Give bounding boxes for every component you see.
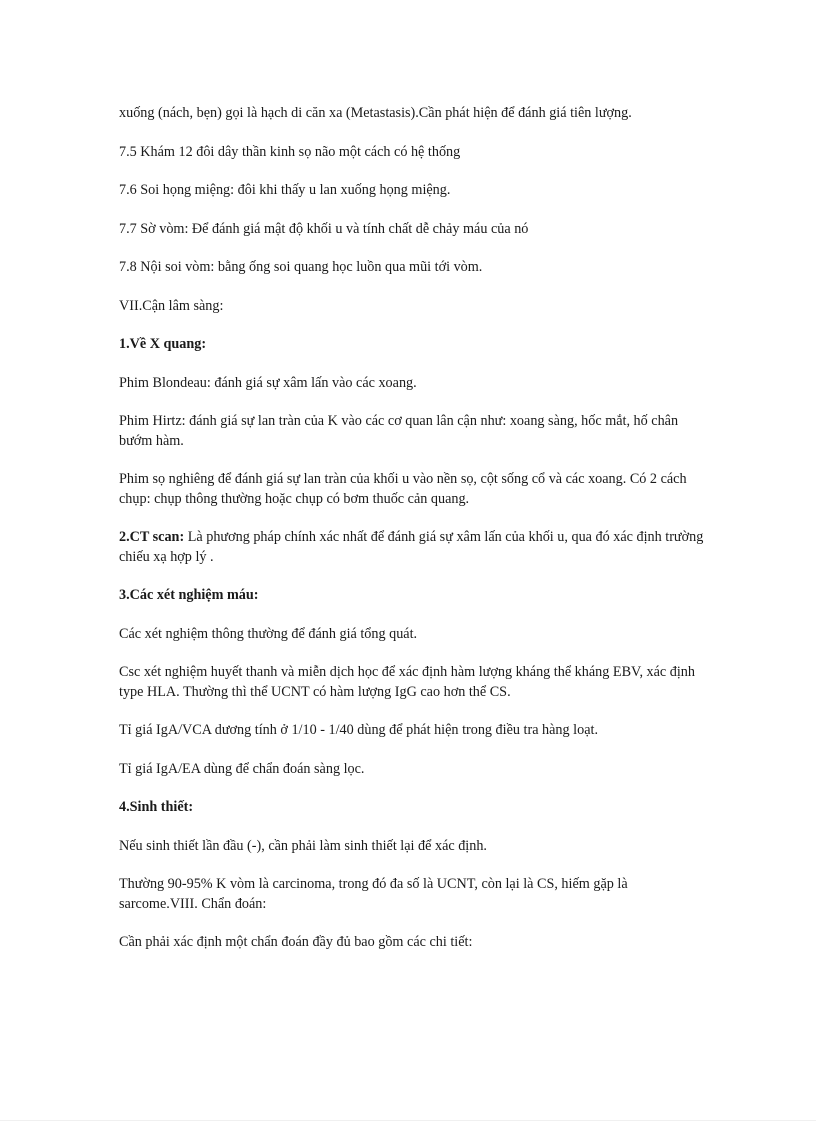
paragraph-text: 7.7 Sờ vòm: Để đánh giá mật độ khối u và tính chất dễ chảy máu của nó [119, 220, 529, 237]
paragraph-text: Là phương pháp chính xác nhất để đánh giá sự xâm lấn của khối u, qua đó xác định trường chiếu xạ hợp lý . [119, 529, 704, 565]
paragraph-lateral-skull-film [119, 470, 704, 509]
paragraph-iga-vca [119, 721, 704, 741]
paragraph-nasopharynx-palpation [119, 220, 704, 240]
paragraph-endoscopy [119, 258, 704, 278]
page-bottom-edge [0, 1120, 816, 1121]
paragraph-lymph-node-metastasis [119, 104, 704, 124]
paragraph-text: Tỉ giá IgA/EA dùng để chẩn đoán sàng lọc. [119, 760, 365, 777]
paragraph-text: 7.6 Soi họng miệng: đôi khi thấy u lan xuống họng miệng. [119, 182, 451, 198]
section-heading-paraclinical [119, 297, 704, 317]
subheading-text: 3.Các xét nghiệm máu: [119, 587, 259, 603]
paragraph-text: Các xét nghiệm thông thường để đánh giá tổng quát. [119, 625, 418, 642]
paragraph-text: Tỉ giá IgA/VCA dương tính ở 1/10 - 1/40 dùng để phát hiện trong điều tra hàng loạt. [119, 722, 598, 738]
paragraph-repeat-biopsy [119, 837, 704, 857]
paragraph-text: 7.8 Nội soi vòm: bằng ống soi quang học luồn qua mũi tới vòm. [119, 259, 483, 275]
paragraph-diagnosis-details [119, 933, 704, 953]
paragraph-text: Thường 90-95% K vòm là carcinoma, trong đó đa số là UCNT, còn lại là CS, hiếm gặp là sarcome.VIII. Chẩn đoán: [119, 876, 628, 912]
paragraph-serology-tests [119, 663, 704, 702]
subheading-blood-tests [119, 586, 704, 606]
paragraph-text: xuống (nách, bẹn) gọi là hạch di căn xa (Metastasis).Cần phát hiện để đánh giá tiên lượng. [119, 105, 632, 121]
subheading-xray [119, 335, 704, 355]
paragraph-text: Phim Blondeau: đánh giá sự xâm lấn vào các xoang. [119, 374, 417, 391]
paragraph-carcinoma-types [119, 875, 704, 914]
paragraph-routine-tests [119, 625, 704, 645]
paragraph-text: Nếu sinh thiết lần đầu (-), cần phải làm sinh thiết lại để xác định. [119, 837, 487, 854]
subheading-text: 2.CT scan: [119, 529, 185, 545]
paragraph-oropharynx-exam [119, 181, 704, 201]
paragraph-blondeau-film [119, 374, 704, 394]
subheading-text: 4.Sinh thiết: [119, 799, 194, 815]
paragraph-text: 7.5 Khám 12 đôi dây thần kinh sọ não một cách có hệ thống [119, 143, 461, 160]
paragraph-cranial-nerve-exam [119, 143, 704, 163]
paragraph-text: Cần phải xác định một chẩn đoán đầy đủ bao gồm các chi tiết: [119, 934, 473, 950]
paragraph-hirtz-film [119, 412, 704, 451]
subheading-biopsy [119, 798, 704, 818]
subheading-text: 1.Về X quang: [119, 336, 207, 352]
paragraph-text: Phim Hirtz: đánh giá sự lan tràn của K vào các cơ quan lân cận như: xoang sàng, hốc mắt, hố chân bướm hàm. [119, 413, 679, 449]
paragraph-ct-scan [119, 528, 704, 567]
paragraph-text: VII.Cận lâm sàng: [119, 297, 224, 314]
paragraph-iga-ea [119, 760, 704, 780]
paragraph-text: Csc xét nghiệm huyết thanh và miễn dịch học để xác định hàm lượng kháng thể kháng EBV, xác định type HLA. Thường thì thể UCNT có hàm lượng IgG cao hơn thể CS. [119, 664, 695, 700]
document-body [119, 104, 704, 972]
paragraph-text: Phim sọ nghiêng để đánh giá sự lan tràn của khối u vào nền sọ, cột sống cổ và các xoang. Có 2 cách chụp: chụp thông thường hoặc chụp có bơm thuốc cản quang. [119, 471, 687, 507]
